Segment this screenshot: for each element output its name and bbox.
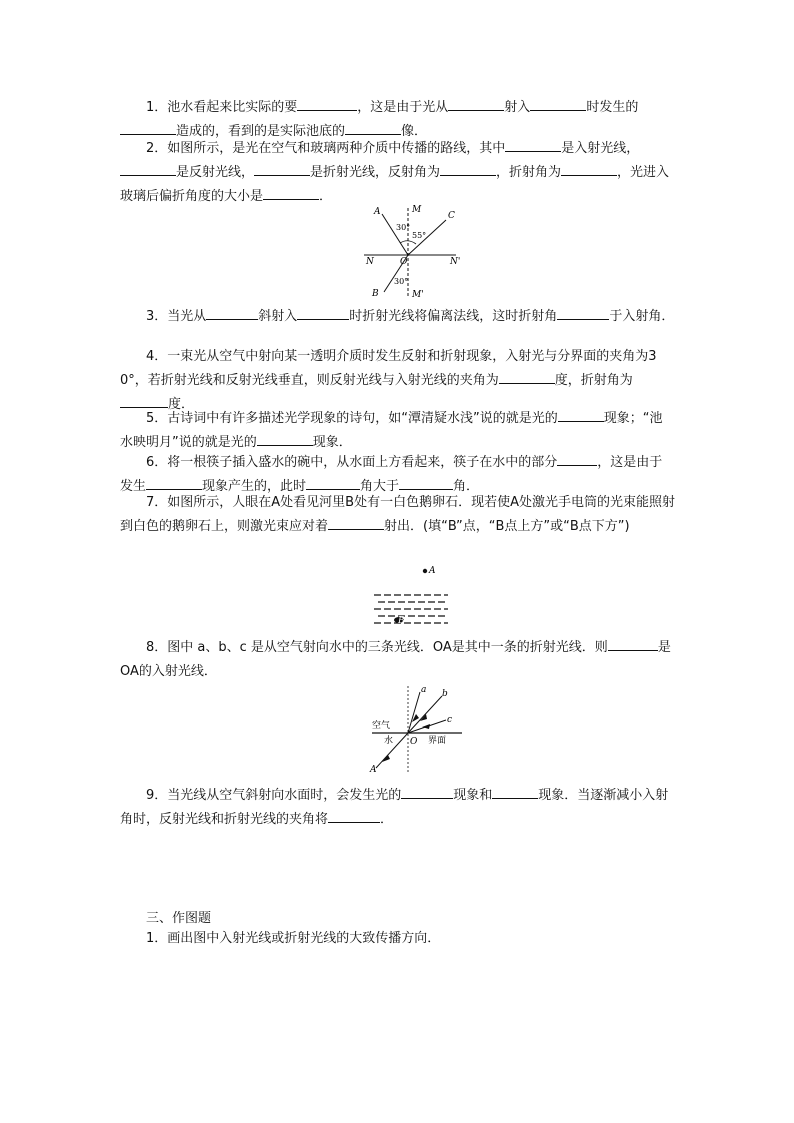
q9-blank-1[interactable] — [401, 784, 453, 799]
q9-text-2: 现象和 — [453, 788, 493, 803]
q4-text-1: 4．一束光从空气中射向某一透明介质时发生反射和折射现象，入射光与分界面的夹角为30°，若折射光线和反射光线垂直，则反射光线与入射光线的夹角为 — [120, 349, 657, 388]
q6-text-5: 角． — [453, 479, 480, 494]
q2-text-4: 是折射光线，反射角为 — [310, 165, 441, 180]
q3-text-2: 斜射入 — [258, 309, 298, 324]
q2-blank-2[interactable] — [120, 161, 176, 176]
fig3-label-O: O — [410, 737, 418, 747]
fig1-label-N-prime: N' — [450, 257, 461, 267]
fig1-label-B: B — [372, 289, 379, 299]
fig1-label-A: A — [374, 207, 381, 217]
fig2-label-B: B — [398, 616, 405, 626]
q5-blank-1[interactable] — [558, 407, 604, 422]
q1-blank-4[interactable] — [120, 120, 176, 135]
fig1-angle-top: 30° — [396, 223, 411, 232]
q8-blank-1[interactable] — [608, 636, 658, 651]
q1-blank-1[interactable] — [297, 96, 357, 111]
q9-text-4: ． — [380, 812, 394, 827]
fig3-label-water: 水 — [384, 736, 394, 746]
q2-text-1: 2．如图所示，是光在空气和玻璃两种介质中传播的路线，其中 — [146, 141, 506, 156]
q7-text-1: 7．如图所示，人眼在A处看见河里B处有一白色鹅卵石．现若使A处激光手电筒的光束能照射到白色的鹅卵石上，则激光束应对着 — [120, 495, 675, 534]
q1-blank-5[interactable] — [345, 120, 401, 135]
fig3-label-air: 空气 — [372, 721, 391, 731]
q6-text-4: 角大于 — [360, 479, 400, 494]
question-8 — [120, 636, 675, 684]
fig3-label-c: c — [447, 715, 453, 725]
q6-blank-2[interactable] — [146, 475, 202, 490]
q4-text-3: 度． — [168, 397, 195, 412]
question-9 — [120, 784, 675, 832]
q2-text-3: 是反射光线， — [176, 165, 255, 180]
river-diagram — [370, 560, 452, 630]
fig1-label-M-prime: M' — [412, 290, 424, 300]
question-3 — [120, 305, 675, 329]
section-3-question-1: 1．画出图中入射光线或折射光线的大致传播方向． — [146, 931, 441, 946]
q8-text-2: 是 OA的入射光线． — [120, 640, 671, 679]
q6-blank-4[interactable] — [399, 475, 453, 490]
q3-text-1: 3．当光从 — [146, 309, 207, 324]
q3-text-3: 时折射光线将偏离法线，这时折射角 — [349, 309, 558, 324]
refraction-diagram-1 — [360, 198, 470, 306]
q6-text-2: ，这是由于发生 — [120, 455, 663, 494]
q7-text-2: 射出．(填“B”点，“B点上方”或“B点下方”) — [384, 519, 630, 534]
fig3-label-a: a — [421, 685, 427, 695]
q1-text-6: 像． — [401, 124, 428, 139]
q5-text-2: 现象；“池水映明月”说的就是光的 — [120, 411, 663, 450]
q3-blank-3[interactable] — [557, 305, 609, 320]
fig2-label-A: A — [429, 566, 436, 576]
question-7 — [120, 491, 675, 539]
q2-text-6: ，光进入玻璃后偏折角度的大小是 — [120, 165, 670, 204]
q9-blank-3[interactable] — [328, 808, 380, 823]
q2-blank-1[interactable] — [505, 137, 561, 152]
q9-text-3: 现象．当逐渐减小入射角时，反射光线和折射光线的夹角将 — [120, 788, 669, 827]
air-water-diagram — [366, 684, 466, 776]
q2-blank-3[interactable] — [254, 161, 310, 176]
q1-text-3: 射入 — [504, 100, 531, 115]
q2-text-5: ，折射角为 — [496, 165, 562, 180]
q2-blank-4[interactable] — [440, 161, 496, 176]
q2-blank-5[interactable] — [561, 161, 617, 176]
fig3-label-b: b — [442, 689, 448, 699]
q1-blank-2[interactable] — [448, 96, 504, 111]
q4-text-2: 度，折射角为 — [554, 373, 633, 388]
fig1-label-O: O — [400, 257, 408, 267]
section-3-heading: 三、作图题 — [146, 911, 212, 926]
fig3-label-A: A — [370, 765, 377, 775]
q2-text-7: ． — [319, 189, 333, 204]
q6-blank-1[interactable] — [557, 451, 597, 466]
q1-text-1: 1．池水看起来比实际的要 — [146, 100, 298, 115]
q3-blank-2[interactable] — [297, 305, 349, 320]
q8-text-1: 8．图中 a、b、c 是从空气射向水中的三条光线．OA是其中一条的折射光线．则 — [146, 640, 608, 655]
q5-text-1: 5．古诗词中有许多描述光学现象的诗句，如“潭清疑水浅”说的就是光的 — [146, 411, 558, 426]
q1-text-2: ，这是由于光从 — [357, 100, 449, 115]
q6-blank-3[interactable] — [306, 475, 360, 490]
q5-blank-2[interactable] — [257, 431, 313, 446]
q1-text-4: 时发生的 — [586, 100, 639, 115]
fig1-angle-bottom: 30° — [394, 277, 409, 286]
q1-blank-3[interactable] — [530, 96, 586, 111]
q2-text-2: 是入射光线， — [561, 141, 640, 156]
fig1-label-N: N — [366, 257, 374, 267]
fig1-label-C: C — [448, 211, 455, 221]
q2-blank-6[interactable] — [263, 185, 319, 200]
q6-text-1: 6．将一根筷子插入盛水的碗中，从水面上方看起来，筷子在水中的部分 — [146, 455, 558, 470]
q9-blank-2[interactable] — [492, 784, 538, 799]
q1-text-5: 造成的，看到的是实际池底的 — [176, 124, 346, 139]
fig1-label-M: M — [412, 205, 422, 215]
q3-text-4: 于入射角． — [609, 309, 675, 324]
fig1-angle-right: 55° — [412, 231, 427, 240]
q4-blank-2[interactable] — [120, 393, 168, 408]
q4-blank-1[interactable] — [499, 369, 555, 384]
q5-text-3: 现象． — [312, 435, 352, 450]
q7-blank-1[interactable] — [328, 515, 384, 530]
q3-blank-1[interactable] — [206, 305, 258, 320]
q9-text-1: 9．当光线从空气斜射向水面时，会发生光的 — [146, 788, 402, 803]
q6-text-3: 现象产生的，此时 — [202, 479, 307, 494]
fig3-label-interface: 界面 — [428, 736, 447, 746]
question-5 — [120, 407, 675, 455]
